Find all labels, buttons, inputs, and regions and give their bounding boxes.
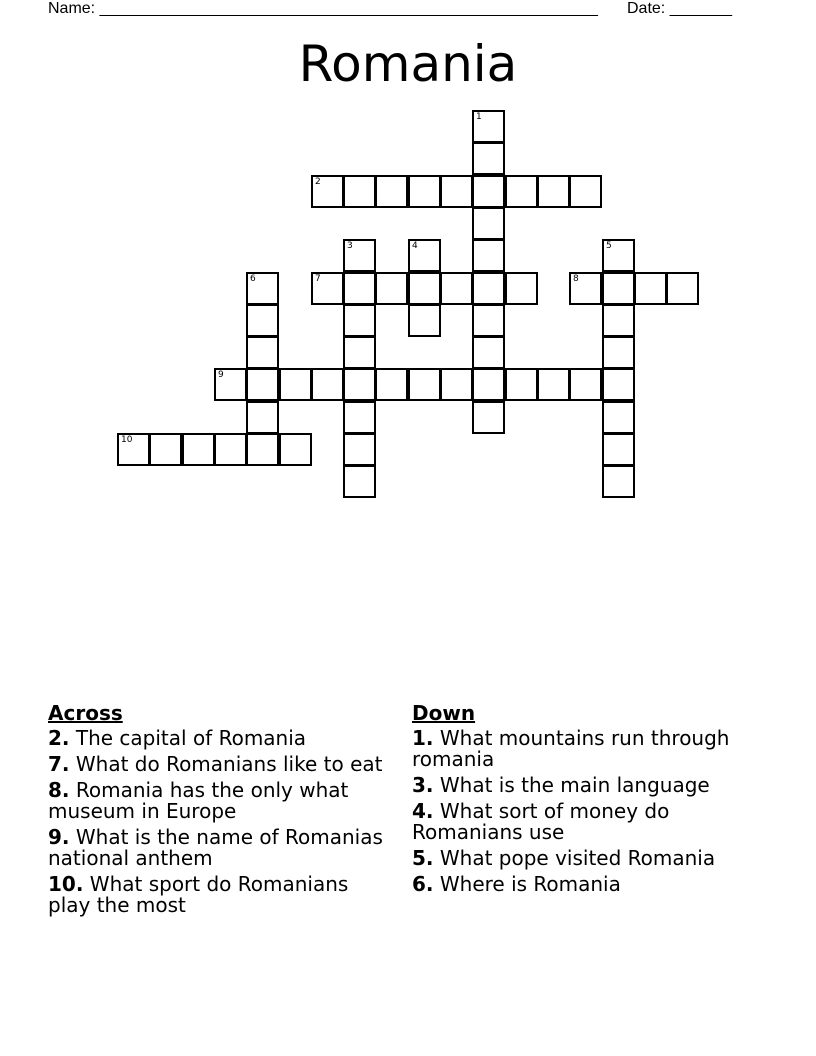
clue-across-10 xyxy=(48,874,393,916)
crossword-cell[interactable] xyxy=(343,272,376,305)
clue-text: The capital of Romania xyxy=(75,726,307,750)
clue-text: What mountains run through romania xyxy=(412,726,730,771)
clue-across-7 xyxy=(48,754,393,775)
clue-number: 8. xyxy=(48,778,70,802)
crossword-cell[interactable] xyxy=(408,239,441,272)
crossword-cell[interactable] xyxy=(472,368,505,401)
crossword-cell[interactable] xyxy=(569,368,602,401)
down-heading: Down xyxy=(412,701,476,725)
crossword-cell[interactable] xyxy=(666,272,699,305)
crossword-cell[interactable] xyxy=(472,336,505,369)
crossword-cell[interactable] xyxy=(279,368,312,401)
crossword-cell[interactable] xyxy=(343,368,376,401)
crossword-cell[interactable] xyxy=(602,465,635,498)
crossword-cell[interactable] xyxy=(440,368,473,401)
cell-number: 9 xyxy=(218,370,224,380)
clue-text: What pope visited Romania xyxy=(439,846,716,870)
across-heading: Across xyxy=(48,701,123,725)
clue-down-3 xyxy=(412,775,762,796)
crossword-cell[interactable] xyxy=(246,368,279,401)
crossword-cell[interactable] xyxy=(311,175,344,208)
crossword-cell[interactable] xyxy=(343,239,376,272)
crossword-cell[interactable] xyxy=(343,401,376,434)
clue-down-1 xyxy=(412,728,762,770)
crossword-cell[interactable] xyxy=(602,304,635,337)
clue-across-2 xyxy=(48,728,393,749)
clue-across-9 xyxy=(48,827,393,869)
clue-number: 10. xyxy=(48,872,84,896)
crossword-cell[interactable] xyxy=(472,401,505,434)
crossword-cell[interactable] xyxy=(246,304,279,337)
crossword-cell[interactable] xyxy=(149,433,182,466)
crossword-cell[interactable] xyxy=(602,401,635,434)
crossword-cell[interactable] xyxy=(343,175,376,208)
crossword-cell[interactable] xyxy=(472,110,505,143)
page-title: Romania xyxy=(298,35,518,93)
clue-number: 6. xyxy=(412,872,434,896)
cell-number: 8 xyxy=(573,274,579,284)
clue-number: 1. xyxy=(412,726,434,750)
cell-number: 6 xyxy=(250,274,256,284)
crossword-cell[interactable] xyxy=(117,433,150,466)
crossword-cell[interactable] xyxy=(375,175,408,208)
crossword-cell[interactable] xyxy=(569,175,602,208)
clue-text: What is the main language xyxy=(439,773,710,797)
crossword-cell[interactable] xyxy=(182,433,215,466)
clue-number: 4. xyxy=(412,799,434,823)
crossword-cell[interactable] xyxy=(634,272,667,305)
clue-down-4 xyxy=(412,801,762,843)
cell-number: 10 xyxy=(121,435,133,445)
clue-number: 5. xyxy=(412,846,434,870)
name-field-label: Name: ________________________________________________________ xyxy=(48,0,598,17)
crossword-cell[interactable] xyxy=(472,304,505,337)
clue-number: 3. xyxy=(412,773,434,797)
crossword-cell[interactable] xyxy=(602,433,635,466)
clue-text: Where is Romania xyxy=(439,872,621,896)
crossword-cell[interactable] xyxy=(408,368,441,401)
crossword-cell[interactable] xyxy=(472,272,505,305)
crossword-cell[interactable] xyxy=(505,368,538,401)
crossword-cell[interactable] xyxy=(472,239,505,272)
crossword-cell[interactable] xyxy=(537,175,570,208)
crossword-cell[interactable] xyxy=(408,272,441,305)
across-clues xyxy=(48,702,393,921)
clue-down-5 xyxy=(412,848,762,869)
clue-number: 7. xyxy=(48,752,70,776)
crossword-cell[interactable] xyxy=(246,272,279,305)
crossword-cell[interactable] xyxy=(214,433,247,466)
crossword-cell[interactable] xyxy=(343,336,376,369)
crossword-cell[interactable] xyxy=(246,433,279,466)
clue-text: What do Romanians like to eat xyxy=(75,752,383,776)
cell-number: 1 xyxy=(476,112,482,122)
crossword-cell[interactable] xyxy=(472,207,505,240)
crossword-cell[interactable] xyxy=(246,401,279,434)
crossword-cell[interactable] xyxy=(505,175,538,208)
crossword-cell[interactable] xyxy=(602,272,635,305)
crossword-cell[interactable] xyxy=(537,368,570,401)
crossword-cell[interactable] xyxy=(602,368,635,401)
crossword-cell[interactable] xyxy=(375,272,408,305)
cell-number: 7 xyxy=(315,274,321,284)
cell-number: 5 xyxy=(606,241,612,251)
crossword-cell[interactable] xyxy=(343,465,376,498)
crossword-cell[interactable] xyxy=(472,142,505,175)
crossword-cell[interactable] xyxy=(246,336,279,369)
cell-number: 2 xyxy=(315,177,321,187)
crossword-cell[interactable] xyxy=(214,368,247,401)
clue-across-8 xyxy=(48,780,393,822)
crossword-cell[interactable] xyxy=(343,304,376,337)
cell-number: 3 xyxy=(347,241,353,251)
date-field-label: Date: _______ xyxy=(627,0,732,17)
crossword-cell[interactable] xyxy=(569,272,602,305)
clue-text: What sort of money do Romanians use xyxy=(412,799,670,844)
crossword-cell[interactable] xyxy=(408,175,441,208)
clue-text: What sport do Romanians play the most xyxy=(48,872,349,917)
clue-number: 9. xyxy=(48,825,70,849)
crossword-cell[interactable] xyxy=(311,272,344,305)
clue-down-6 xyxy=(412,874,762,895)
crossword-cell[interactable] xyxy=(408,304,441,337)
crossword-cell[interactable] xyxy=(602,239,635,272)
crossword-cell[interactable] xyxy=(375,368,408,401)
crossword-cell[interactable] xyxy=(505,272,538,305)
clue-text: Romania has the only what museum in Europe xyxy=(48,778,349,823)
crossword-cell[interactable] xyxy=(472,175,505,208)
clue-text: What is the name of Romanias national anthem xyxy=(48,825,383,870)
crossword-cell[interactable] xyxy=(343,433,376,466)
crossword-cell[interactable] xyxy=(602,336,635,369)
crossword-cell[interactable] xyxy=(279,433,312,466)
down-clues xyxy=(412,702,762,900)
crossword-cell[interactable] xyxy=(311,368,344,401)
cell-number: 4 xyxy=(412,241,418,251)
clue-number: 2. xyxy=(48,726,70,750)
crossword-cell[interactable] xyxy=(440,175,473,208)
crossword-cell[interactable] xyxy=(440,272,473,305)
